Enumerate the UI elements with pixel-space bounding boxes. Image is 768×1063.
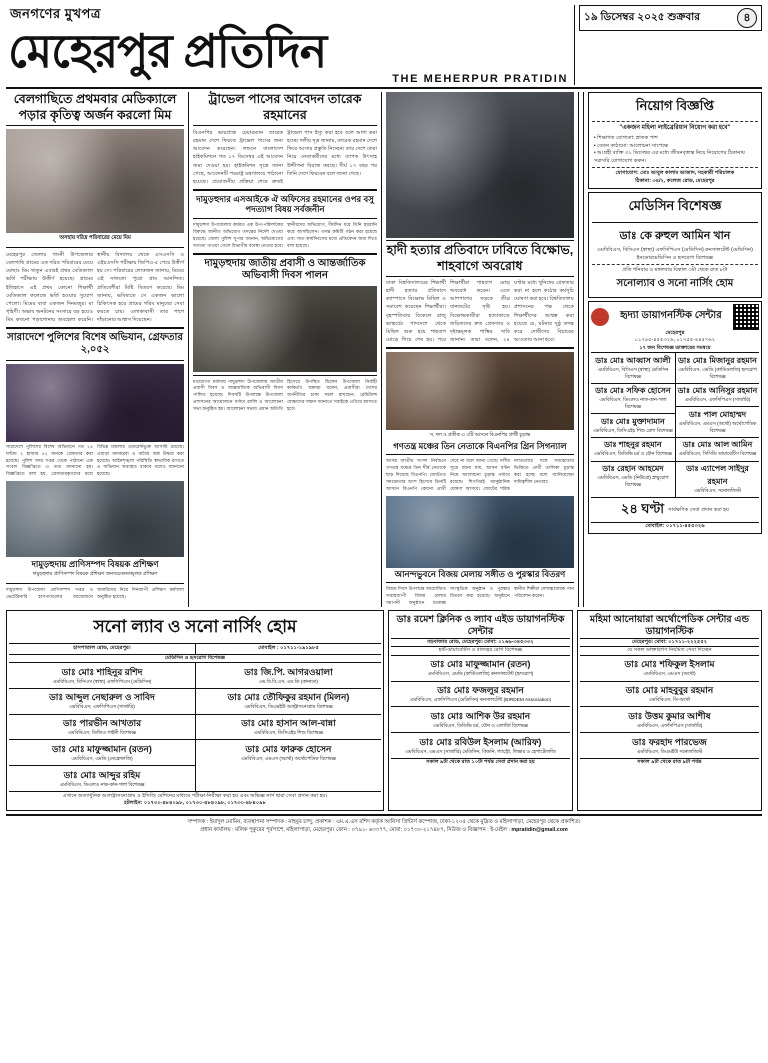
doctor-degrees: এমবিবিএস, বিসিএস (স্বাস্থ্য) মেডিসিন বিশেষজ্ঞ — [597, 367, 669, 380]
table-row — [9, 688, 195, 714]
footer-line-2: প্রধান কার্যালয় : মলিক পুকুরের পূর্বপাশে, মহিলাপাড়া, মেহেরপুর। ফোন : ০৭৯১- ৬৩৩৭৭, মোবা: ০১৭৩০-২১৭৪৮৭, নিউজ ও বিজ্ঞাপন : ই-মেইল : — [200, 827, 510, 834]
doctor-degrees: এমবিবিএস, এমএস (সার্জারি) মেডিসিন, কিডনি, গ্যাস্ট্রো, লিভার ও হেপাটোলজি — [405, 749, 556, 755]
doctor-degrees: এমবিবিএস, এফসিপিএস (সার্জারি) — [684, 398, 751, 404]
caption-bnp: স, দল ও প্রতীক এ ৩টি আসনে বিএনপির প্রার্থী চূড়ান্ত — [429, 432, 531, 438]
doctor-name: ডাঃ মোঃ মুক্তাদামান — [601, 416, 665, 426]
open-hours-badge: ২৪ ঘণ্টা — [620, 500, 665, 516]
table-row — [591, 461, 675, 491]
doctor-name: ডাঃ মোঃ মাফুজ্জামান (রতন) — [52, 743, 152, 754]
footer-line-1: সম্পাদক : ইয়াদুল মোমিন, ব্যবস্থাপনা সম্পাদক : মাহবুব চান্দু, প্রকাশক : এম.এ.এস রশিদ কর্তৃক আনিসা প্রিন্টার্স কম্পোজ, ঢাকা-১২০৫ থেকে মুদ্রিত ও মহিলাপাড়া, মেহেরপুর থেকে প্রকাশিত। — [187, 818, 581, 825]
medicine-ad-title: মেডিসিন বিশেষজ্ঞ — [628, 198, 722, 214]
sono-lab-subtitle: হাসপাতাল রোড, মেহেরপুর। — [73, 645, 131, 652]
doctor-degrees: এম.বি.বি.এস, এম.ডি (কানাডা) — [259, 679, 318, 685]
table-row — [9, 765, 195, 791]
doctor-name: ডাঃ মোঃ শফিকুল ইসলাম — [624, 659, 715, 670]
masthead-right — [574, 5, 762, 85]
headline-story-left-2: সারাদেশে পুলিশের বিশেষ অভিযান, গ্রেফতার ২,০৫২ — [7, 331, 183, 356]
ad-sono-lab[interactable] — [6, 610, 384, 811]
doctor-name: ডাঃ মোঃ হাসান আল-বান্না — [241, 718, 336, 729]
medicine-ad-doctor: ডাঃ কে রুহুল আমিন খান — [619, 230, 731, 243]
body-story-left-2: সারাদেশে পুলিশের বিশেষ অভিযানে গত ২৪ ঘণ্টায় ২ হাজার ৫২ জনকে গ্রেফতার করা হয়েছে। পুলিশ সদর দপ্তর থেকে পাঠানো এক সংবাদ বিজ্ঞপ্তিতে এ তথ্য জানানো হয়। বিজ্ঞপ্তিতে বলা হয়, গ্রেফতারকৃতদের মধ্যে বিভিন্ন মামলার ওয়ারেন্টভুক্ত আসামি রয়েছে। এছাড়া মাদকদ্রব্য ও অবৈধ অস্ত্র উদ্ধার করা হয়েছে। আইনশৃঙ্খলা পরিস্থিতি স্বাভাবিক রাখতে এ অভিযান অব্যাহত থাকবে বলেও জানানো হয়েছে। — [6, 443, 185, 477]
doctor-degrees: এমবিবিএস, এমএস (অর্থো) — [643, 672, 696, 678]
ad-mohima-orthopedic[interactable] — [577, 610, 762, 811]
caption-mim: অসহায় দরিদ্র পরিবারের মেয়ে মিম — [59, 235, 131, 242]
table-row — [391, 655, 570, 681]
photo-bijoy-mela — [386, 496, 574, 568]
doctor-name: ডাঃ পারভীন আখতার — [62, 718, 142, 729]
doctor-degrees: এমবিবিএস, ডি-অর্থো — [649, 698, 690, 704]
doctor-name: ডাঃ মোঃ আব্দুর রহিম — [63, 769, 141, 780]
doctor-degrees: এমবিবিএস, ডিজিও গাইনী বিশেষজ্ঞ — [68, 731, 136, 737]
job-ad-address: ঠিকানা: ৩৪/২, কলেজ রোড, মেহেরপুর — [635, 177, 715, 184]
caption-training: দামুড়হুদায় প্রাণিসম্পদ বিষয়ক প্রশিক্ষণ জনসচেতনতামূলক প্রশিক্ষণ — [32, 571, 158, 577]
doctor-name: ডাঃ মোঃ ফারুক হোসেন — [245, 743, 332, 754]
doctor-name: ডাঃ শাহনুর রহমান — [604, 440, 662, 450]
column-left — [6, 92, 189, 607]
page-number-badge: ৪ — [737, 8, 757, 28]
doctor-degrees: এমবিবিএস, এমডি (কার্ডিওলজি) হৃদরোগ বিশেষজ্ঞ — [678, 367, 757, 380]
headline-lead: হাদী হত্যার প্রতিবাদে ঢাবিতে বিক্ষোভ, শাহবাগে অবরোধ — [386, 240, 574, 277]
diagnostic-title: হৃদ্যা ডায়াগনস্টিক সেন্টার — [620, 310, 722, 322]
doctor-degrees: এমবিবিএস, ডিডিভি চর্ম ও যৌন বিশেষজ্ঞ — [594, 452, 672, 458]
job-ad-headline: "একজন মহিলা লাইব্রেরিয়ান নিয়োগ করা হবে" — [619, 125, 731, 131]
sono-lab-title: সনো ল্যাব ও সনো নার্সিং হোম — [93, 617, 297, 637]
doctor-name: ডাঃ মোঃ শাহিনুর রশিদ — [61, 666, 143, 677]
ramesh-note: সকাল ৯টা থেকে রাত ১০টা পর্যন্ত সেবা প্রদান করা হয় — [391, 758, 570, 767]
job-ad-title: নিয়োগ বিজ্ঞপ্তি — [635, 98, 714, 113]
photo-training-room — [6, 481, 184, 557]
mohima-subtitle: মেহেরপুর। মোবা: ০১৭১১-২২২৫৫২ — [580, 638, 759, 648]
table-row — [676, 383, 759, 407]
mohima-note: সকাল ৯টা থেকে রাত ৯টা পর্যন্ত — [580, 758, 759, 767]
body-story-mid-3: যথাযোগ্য মর্যাদায় দামুড়হুদা উপজেলায় জাতীয় প্রবাসী দিবস ও আন্তর্জাতিক অভিবাসী দিবস পালিত হয়েছে। দিবসটি উপলক্ষে উপজেলা প্রশাসনের আয়োজনে বর্ণাঢ্য র‍্যালি ও আলোচনা সভা অনুষ্ঠিত হয়। আলোচনা সভায় প্রধান অতিথি হিসেবে উপস্থিত ছিলেন উপজেলা নির্বাহী কর্মকর্তা। বক্তারা বলেন, প্রবাসীরা দেশের অর্থনীতির চাকা সচল রাখছেন। রেমিট্যান্স যোদ্ধাদের সম্মান জানাতে সবাইকে এগিয়ে আসতে হবে। — [193, 378, 377, 412]
medicine-ad-chamber: সনোল্যাব ও সনো নার্সিং হোম — [616, 277, 734, 289]
medicine-ad-schedule: প্রতি শনিবার ও মঙ্গলবার বিকাল ৩টা থেকে রাত ৮টা — [622, 267, 728, 274]
headline-story-center-2: গণতন্ত্র মঞ্চের তিন নেতাকে বিএনপির গ্রিন সিগন্যাল — [393, 440, 567, 451]
headline-story-mid-1: ট্রাভেল পাসের আবেদন তারেক রহমানের — [193, 92, 377, 126]
headline-story-left-1: বেলগাছিতে প্রথমবার মেডিক্যালে পড়ার কৃতিত্ব অর্জন করলো মিম — [6, 92, 184, 126]
doctor-name: ডাঃ ফরহাদ পারভেজ — [632, 736, 707, 747]
job-ad-bullet-2: • আগ্রহী ব্যক্তি ৩১ ডিসেম্বর এর মধ্যে জীবনবৃত্তান্ত নিয়ে নিয়োগের ঠিকানায় সরাসরি যোগাযোগ করুন। — [593, 150, 745, 164]
table-row — [9, 662, 195, 688]
doctor-degrees: এমবিবিএস, ডিএমইউ আল্ট্রাসনোগ্রাম বিশেষজ্ঞ — [244, 705, 333, 711]
table-row — [391, 732, 570, 758]
date-bar — [579, 5, 762, 31]
doctor-degrees: এমবিবিএস, এমডি (নেফ্রোলজি) — [71, 756, 133, 762]
table-row — [580, 681, 759, 707]
doctor-name: ডাঃ মোঃ মিজানুর রহমান — [678, 355, 757, 365]
table-row — [676, 461, 759, 498]
headline-story-center-3: আনন্দভুবনে বিজয় মেলায় সঙ্গীত ও পুরস্কার বিতরণ — [394, 568, 566, 579]
doctor-name: ডাঃ আব্দুল নেছারুল ও সাবিদ — [49, 692, 155, 703]
table-row — [591, 437, 675, 461]
doctor-degrees: এমবিবিএস, এমডি (নিউরো) স্নায়ুরোগ বিশেষজ্ঞ — [597, 476, 669, 488]
main-content — [6, 92, 762, 607]
doctor-name: ডাঃ মোঃ সফিক হোসেন — [595, 386, 671, 396]
table-row — [9, 739, 195, 765]
table-row — [196, 688, 381, 714]
doctor-degrees: এমবিবিএস, সিসিডি ডায়াবেটিস বিশেষজ্ঞ — [678, 452, 757, 458]
doctor-degrees: এমবিবিএস, এফসিপিএস (সার্জারি) — [69, 705, 135, 711]
doctor-name: ডাঃ রেহান আহমেদ — [602, 464, 664, 474]
masthead-tagline: জনগণের মুখপত্র — [10, 6, 101, 21]
body-story-left-3: দামুড়হুদা উপজেলা প্রাণিসম্পদ দপ্তর ও ভেটেরিনারি হাসপাতালের আয়োজনে খামারিদের নিয়ে দিনব্যাপী প্রশিক্ষণ কর্মশালা অনুষ্ঠিত হয়েছে। — [6, 586, 185, 599]
job-ad-bullet-0: • শিক্ষাগত যোগ্যতা: স্নাতক পাশ — [593, 135, 658, 141]
mohima-title: মহিমা আনোয়ারা অর্থোপেডিক সেন্টার এন্ড ডায়াগনস্টিক — [589, 614, 750, 637]
table-row — [196, 739, 381, 765]
doctor-name: ডাঃ এ্যাপেল সাইদুর রহমান — [686, 464, 749, 487]
doctor-name: ডাঃ মোঃ মাফুজ্জামান (রতন) — [430, 659, 531, 670]
table-row — [391, 681, 570, 707]
table-row — [591, 352, 675, 382]
body-story-mid-2: দামুড়হুদা উপজেলায় কর্মরত এক উপ-পরিদর্শকের বিরুদ্ধে আনীত অভিযোগ তদন্তের নির্দেশ দেওয়া হয়েছে। জেলা পুলিশ সুপার জানান, অভিযোগের সত্যতা পাওয়া গেলে বিভাগীয় ব্যবস্থা নেওয়া হবে। স্থানীয়দের অভিযোগ, দীর্ঘদিন ধরে তিনি হয়রানি করে আসছিলেন। তদন্ত কমিটি গঠন করা হয়েছে এবং সাত কার্যদিবসের মধ্যে প্রতিবেদন জমা দিতে বলা হয়েছে। — [193, 221, 377, 248]
medicine-ad-degrees: এমবিবিএস, বিসিএস (স্বাস্থ্য) এফসিপিএস (মেডিসিন) কনসালটেন্ট (মেডিসিন) ইনডোরমেডিসিন ও হৃদরোগ বিশেষজ্ঞ — [597, 247, 753, 261]
doctor-degrees: এমবিবিএস, ডিএমইউ সনোলজিস্ট — [636, 749, 703, 755]
diagnostic-subtitle: মেহেরপুর — [665, 329, 685, 336]
job-ad-contact: যোগাযোগ: মোঃ আবুল কালাম আজাদ, সহকারী পরিচালক — [615, 170, 735, 177]
photo-protest-main — [386, 92, 574, 238]
ad-ramesh-clinic[interactable] — [388, 610, 573, 811]
table-row — [676, 406, 759, 436]
doctor-degrees: এমবিবিএস, ডিএলও নাক-কান-গলা বিশেষজ্ঞ — [599, 398, 667, 410]
table-row — [580, 655, 759, 681]
doctor-degrees: এমবিবিএস, এমডি (কার্ডিওলজি) কনসালটেন্ট (হৃদরোগ) — [427, 672, 534, 678]
diagnostic-phones: ০১৭৯৫-৪৫৫৩২৬, ০১৭৫৫-৪৪৫৭৬২ — [634, 337, 716, 344]
ad-job-notice[interactable] — [588, 92, 762, 189]
doctor-degrees: এমবিবিএস, এমএস (অর্থো) অর্থোপেডিক বিশেষজ্ঞ — [241, 756, 336, 762]
doctor-name: ডাঃ মোঃ রবিউল ইসলাম (আরিফ) — [419, 736, 542, 747]
body-story-center-3: বিজয় দিবস উপলক্ষে আয়োজিত সপ্তাহব্যাপী বিজয় মেলার সমাপনী অনুষ্ঠানে মনোজ্ঞ সাংস্কৃতিক অনুষ্ঠান ও পুরস্কার বিতরণ করা হয়েছে। অনুষ্ঠানে স্থানীয় শিল্পীরা দেশাত্মবোধক গান পরিবেশন করেন। — [386, 586, 574, 606]
masthead — [6, 5, 762, 89]
doctor-name: ডাঃ পাল মোহাম্মদ — [688, 409, 747, 419]
sono-lab-phone: মোবাইল : ০১৭১১-১৯১৯৮৫ — [195, 644, 381, 654]
doctor-degrees: এমবিবিএস, ডিসিএইচ শিশু বিশেষজ্ঞ — [253, 731, 324, 737]
column-right-ads — [583, 92, 762, 607]
photo-migrant-day — [193, 286, 377, 372]
doctor-name: ডাঃ মোঃ আশিক উর রহমান — [430, 710, 531, 721]
doctor-degrees: এমবিবিএস, এফসিপিএস (সার্জারি) — [636, 723, 703, 729]
doctor-degrees: এমবিবিএস, ডিসিএইচ শিশু রোগ বিশেষজ্ঞ — [593, 428, 673, 434]
ad-diagnostic-center[interactable] — [588, 301, 762, 534]
open-hours-text: সার্বক্ষণিক সেবা প্রদান করা হয় — [668, 506, 729, 513]
doctor-name: ডাঃ মোঃ ফজলুর রহমান — [437, 685, 524, 696]
doctor-degrees: এমবিবিএস, সনোলজিস্ট — [694, 489, 741, 495]
sono-lab-hotline: হটলাইন: ০১৭৩০-৪৮৪০৯৮, ০১৭৩০-৪৮৪০৯৮, ০১৭৩০-৪৮৪০৯৮ — [123, 800, 266, 807]
diagnostic-footer-phone: মোবাইল: ০১৭১১-৪৫৫৩২৬ — [591, 522, 759, 531]
doctor-degrees: এমবিবিএস, ডিডিভি চর্ম, যৌন ও এলার্জি বিশেষজ্ঞ — [433, 723, 528, 729]
doctor-name: ডাঃ মোঃ আল আমিন — [682, 440, 753, 450]
masthead-title: মেহেরপুর প্রতিদিন — [8, 25, 327, 77]
job-ad-bullet-1: • বেতন কাঠামো: আলোচনা সাপেক্ষে — [593, 142, 669, 149]
column-mid — [193, 92, 382, 607]
table-row — [591, 383, 675, 413]
doctor-degrees: এমবিবিএস, ডিএলও নাক-কান-গলা বিশেষজ্ঞ — [59, 782, 145, 788]
masthead-left — [6, 5, 574, 85]
table-row — [580, 732, 759, 758]
doctor-name: ডাঃ মোঃ তৌফিকুর রহমান (মিলন) — [227, 692, 350, 703]
ad-medicine-specialist[interactable] — [588, 192, 762, 298]
table-row — [580, 706, 759, 732]
doctor-name: ডাঃ উত্তম কুমার আশীষ — [628, 710, 711, 721]
table-row — [391, 706, 570, 732]
photo-mim — [6, 129, 184, 233]
mohima-line1: যে সকল ডাক্তারগণ নিয়মিত সেবা দিচ্ছেন — [627, 647, 712, 654]
publication-date: ১৯ ডিসেম্বর ২০২৫ শুক্রবার — [584, 10, 701, 23]
body-story-left-1: মেহেরপুর জেলার গাংনী উপজেলার বেলগাছি গ্রামের এক দরিদ্র পরিবারের মেয়ে মোছাঃ মিম খাতুন এবারই প্রথম মেডিক্যাল ভর্তি পরীক্ষায় উত্তীর্ণ হয়েছে। গ্রামের ইতিহাসে এই প্রথম কোনো শিক্ষার্থী মেডিক্যাল কলেজে ভর্তি হওয়ার সুযোগ পেলো। মিমের বাবা একজন দিনমজুর। মা গৃহিণী। অভাব অনটনের সংসারে বড় হয়েও মিম কখনো পড়াশোনায় অবহেলা করেনি। স্থানীয় বিদ্যালয় থেকে এসএসসি ও এইচএসসি পরীক্ষায় জিপিএ-৫ পেয়ে উত্তীর্ণ হয় সে। পরিবারের লোকজন জানায়, মিমের এই সাফল্যে পুরো গ্রাম আনন্দিত। প্রতিবেশীরা মিষ্টি বিতরণ করেছে। মিম জানায়, ভবিষ্যতে সে একজন ভালো চিকিৎসক হয়ে গ্রামের গরিব মানুষের সেবা করতে চায়। এলাকাবাসী তার পাশে দাঁড়ানোর আশ্বাস দিয়েছেন। — [6, 252, 185, 323]
footer-email[interactable]: mpratidin@gmail.com — [511, 827, 568, 834]
table-row — [676, 352, 759, 382]
qr-code-icon — [733, 304, 759, 330]
photo-cultural-program — [6, 364, 184, 442]
sono-lab-note: এখানে অত্যাধুনিক আলট্রাসনোগ্রাম ও ইসিজি মেশিনের মাধ্যমে পরীক্ষা-নিরীক্ষা করা হয় এবং অভিজ্ঞ নার্স দ্বারা সেবা প্রদান করা হয়। — [9, 791, 381, 801]
table-row — [676, 437, 759, 461]
headline-story-mid-2: দামুড়হুদার এসআইকে ঐ অফিসের রহমানের ওপর বসু পদত্যাগ বিষয় সর্বজনীন — [196, 193, 374, 215]
masthead-subtitle: THE MEHERPUR PRATIDIN — [392, 73, 568, 85]
table-row — [591, 413, 675, 437]
page-footer — [6, 814, 762, 835]
table-row — [9, 714, 195, 740]
table-row — [196, 714, 381, 740]
doctor-name: ডাঃ মোঃ আনিসুর রহমান — [677, 386, 758, 396]
doctor-degrees: এমবিবিএস, এফসিপিএস (মেডিসিন) কনসালটেন্ট (BIRDEM Association) — [409, 698, 552, 704]
doctor-name: ডাঃ মোঃ মাহবুবুর রহমান — [625, 685, 714, 696]
doctor-degrees: এমবিবিএস, বিসিএস (স্বাস্থ্য) এফসিপিএস (মেডিসিন) — [52, 679, 152, 685]
diagnostic-doctor-grid — [591, 352, 759, 497]
headline-story-mid-3: দামুড়হুদায় জাতীয় প্রবাসী ও আন্তর্জাতিক অভিবাসী দিবস পালন — [204, 257, 366, 281]
photo-bnp-leaders — [386, 352, 574, 430]
sono-lab-doctor-grid — [9, 662, 381, 791]
table-row — [196, 662, 381, 688]
ramesh-line1: হার্ট-ডায়াবেটিস ও বাতজ্বর রোগ বিশেষজ্ঞ — [438, 647, 523, 654]
bottom-ad-strip — [6, 610, 762, 811]
doctor-degrees: এমবিবিএস, এমএস (অর্থো) অর্থোপেডিক বিশেষজ্ঞ — [678, 421, 757, 434]
diagnostic-logo-icon — [591, 308, 609, 326]
body-lead: ঢাকা বিশ্ববিদ্যালয়ের শিক্ষার্থী হাদী হত্যার প্রতিবাদে ক্যাম্পাসে বিক্ষোভ মিছিল ও সমাবেশ করেছেন শিক্ষার্থীরা। বৃহস্পতিবার বিকেলে রাজু ভাস্কর্যের পাদদেশে থেকে মিছিল শুরু হয়ে শাহবাগ মোড়ে গিয়ে শেষ হয়। পরে শিক্ষার্থীরা শাহবাগ মোড় অবরোধ করেন। এতে আশপাশের সড়কে তীব্র যানজটের সৃষ্টি হয়। বিক্ষোভকারীরা হত্যাকাণ্ডে জড়িতদের দ্রুত গ্রেফতার ও দৃষ্টান্তমূলক শাস্তির দাবি জানান। তারা বলেন, ২৪ ঘণ্টার মধ্যে খুনিদের গ্রেফতার করা না হলে কঠোর কর্মসূচি ঘোষণা করা হবে। বিশ্ববিদ্যালয় প্রশাসনের পক্ষ থেকে শিক্ষার্থীদের আশ্বস্ত করা হয়েছে যে, ঘটনার সুষ্ঠু তদন্ত করে দোষীদের বিচারের আওতায় আনা হবে। — [386, 280, 574, 343]
body-story-center-2: আসন্ন জাতীয় সংসদ নির্বাচনে গণতন্ত্র মঞ্চের তিন শীর্ষ নেতাকে ছাড় দিয়েছে বিএনপি। জোটগত সমঝোতার অংশ হিসেবে তিনটি আসনে বিএনপি কোনো প্রার্থী দেবে না বলে জানা গেছে। দলীয় সূত্রে জানা যায়, আসন বণ্টন নিয়ে আলোচনা চূড়ান্ত পর্যায়ে রয়েছে। শিগগিরই আনুষ্ঠানিক ঘোষণা আসবে। জোটের শরিক দলগুলোর সঙ্গে সমঝোতার ভিত্তিতে প্রার্থী তালিকা চূড়ান্ত করা হচ্ছে বলে জানিয়েছেন দায়িত্বশীল নেতারা। — [386, 458, 574, 491]
body-story-mid-1: বিএনপির ভারপ্রাপ্ত চেয়ারম্যান তারেক রহমান দেশে ফিরতে ট্রাভেল পাসের জন্য আবেদন করেছেন। লন্ডনে বাংলাদেশ হাইকমিশনে গত ১৭ ডিসেম্বর এই আবেদন জমা দেওয়া হয়। হাইকমিশন সূত্রে জানা গেছে, আবেদনটি পররাষ্ট্র মন্ত্রণালয়ে পাঠানো হয়েছে। প্রয়োজনীয় প্রক্রিয়া শেষে দ্রুতই ট্রাভেল পাস ইস্যু করা হবে বলে আশা করা হচ্ছে। দলীয় সূত্র জানায়, তারেক রহমান দেশে ফিরে আসার প্রস্তুতি নিচ্ছেন। তার দেশে ফেরা নিয়ে নেতাকর্মীদের মধ্যে ব্যাপক উৎসাহ উদ্দীপনা বিরাজ করছে। দীর্ঘ ১৭ বছর পর তিনি দেশে ফিরবেন বলে জানা গেছে। — [193, 130, 377, 185]
column-center — [386, 92, 579, 607]
diagnostic-note: ১৭ জন বিশেষজ্ঞ ডাক্তারের সমন্বয়ে — [639, 344, 711, 351]
doctor-name: ডাঃ জি.পি. আগরওয়ালা — [244, 666, 333, 677]
headline-story-left-3: দামুড়হুদায় প্রাণিসম্পদ বিষয়ক প্রশিক্ষণ — [31, 559, 159, 570]
doctor-name: ডাঃ মোঃ আব্বাস আলী — [595, 355, 671, 365]
ramesh-subtitle: বড়বাজার রোড, মেহেরপুর। মোবা: ০১৬৬-৩৪৫৩৩২ — [391, 638, 570, 648]
sono-lab-section-head: মেডিসিন ও হৃদরোগ বিশেষজ্ঞ — [164, 654, 226, 661]
ramesh-title: ডাঃ রমেশ ক্লিনিক ও ল্যাব এইড ডায়াগনস্টিক সেন্টার — [396, 614, 565, 637]
